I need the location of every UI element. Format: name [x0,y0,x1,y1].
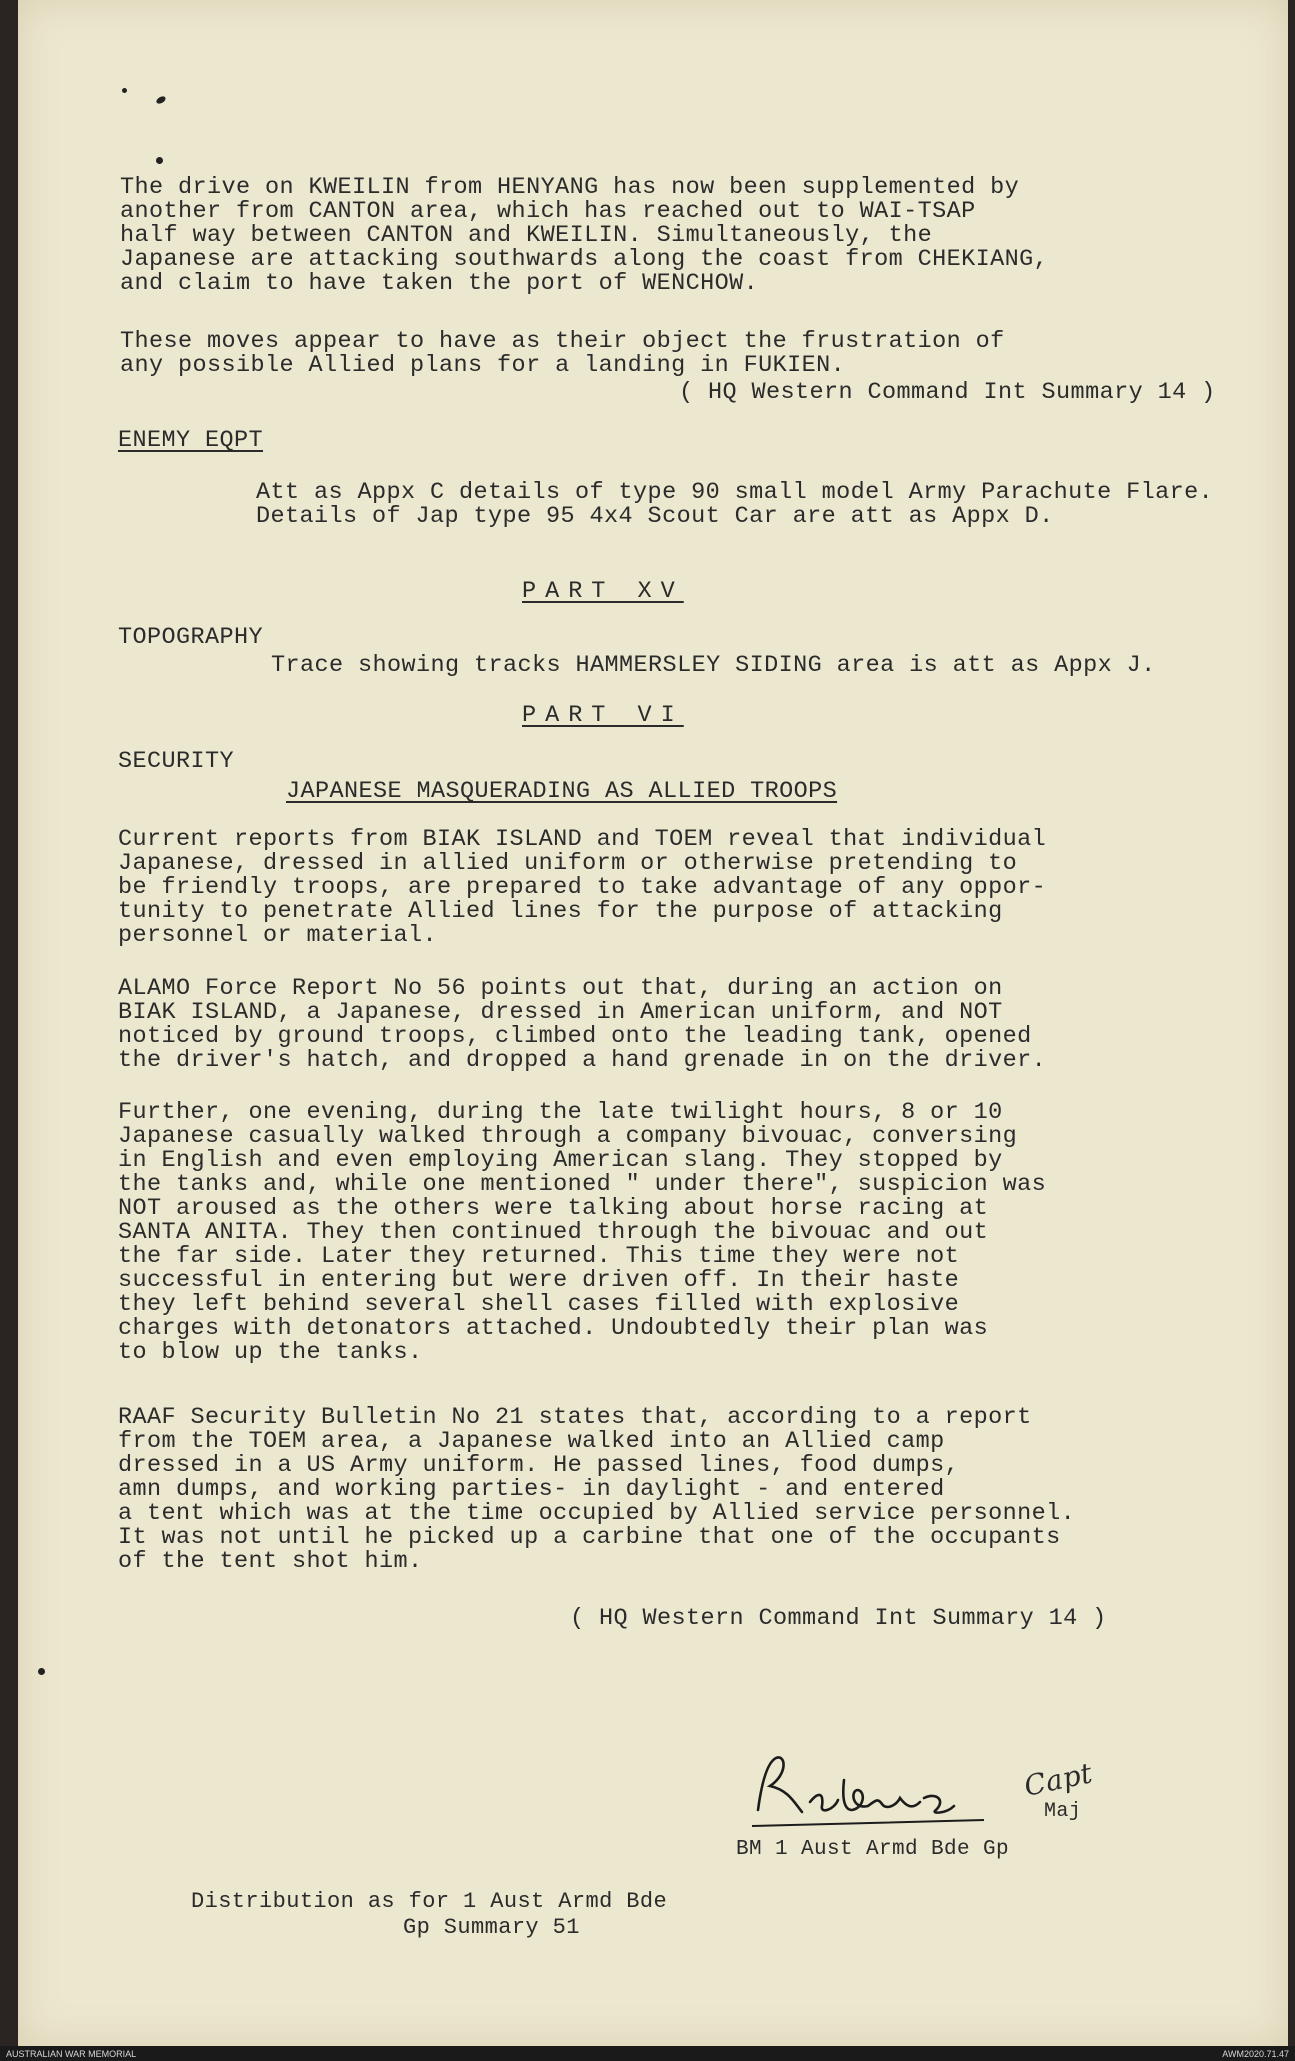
paragraph-line: These moves appear to have as their object the frustration of [120,328,1005,355]
source-citation: ( HQ Western Command Int Summary 14 ) [570,1605,1107,1632]
paragraph-line: a tent which was at the time occupied by Allied service personnel. [118,1500,1076,1527]
paragraph-line: Further, one evening, during the late twilight hours, 8 or 10 [118,1099,1003,1126]
source-citation: ( HQ Western Command Int Summary 14 ) [679,379,1216,406]
paragraph-line: SANTA ANITA. They then continued through the bivouac and out [118,1219,989,1246]
paragraph-line: of the tent shot him. [118,1548,423,1575]
footer-left-label: AUSTRALIAN WAR MEMORIAL [6,2048,137,2059]
paragraph-line: and claim to have taken the port of WENCHOW. [120,270,759,297]
paragraph-line: be friendly troops, are prepared to take advantage of any oppor- [118,874,1047,901]
signature-handwritten-rank: Capt [1021,1756,1096,1803]
paragraph-line: half way between CANTON and KWEILIN. Simultaneously, the [120,222,933,249]
paragraph-line: BIAK ISLAND, a Japanese, dressed in American uniform, and NOT [118,999,1003,1026]
ink-mark [122,88,127,93]
section-title: JAPANESE MASQUERADING AS ALLIED TROOPS [286,778,838,805]
paragraph-line: Att as Appx C details of type 90 small model Army Parachute Flare. [256,479,1214,506]
paragraph-line: personnel or material. [118,922,438,949]
part-heading: PART XV [522,578,684,605]
paragraph-line: successful in entering but were driven off. In their haste [118,1267,960,1294]
paragraph-line: Japanese, dressed in allied uniform or otherwise pretending to [118,850,1018,877]
paragraph-line: charges with detonators attached. Undoubtedly their plan was [118,1315,989,1342]
distribution-line: Gp Summary 51 [403,1915,580,1940]
paragraph-line: Current reports from BIAK ISLAND and TOEM reveal that individual [118,826,1047,853]
paragraph-line: Trace showing tracks HAMMERSLEY SIDING area is att as Appx J. [271,652,1156,679]
ink-mark [156,157,163,164]
paragraph-line: the far side. Later they returned. This time they were not [118,1243,960,1270]
distribution-line: Distribution as for 1 Aust Armd Bde [191,1889,668,1914]
paragraph-line: in English and even employing American slang. They stopped by [118,1147,1003,1174]
paragraph-line: Japanese casually walked through a company bivouac, conversing [118,1123,1018,1150]
footer-right-label: AWM2020.71.47 [1222,2048,1289,2059]
ink-mark [155,95,167,105]
paragraph-line: amn dumps, and working parties- in daylight - and entered [118,1476,945,1503]
paragraph-line: another from CANTON area, which has reached out to WAI-TSAP [120,198,976,225]
part-heading: PART VI [522,702,684,729]
paragraph-line: RAAF Security Bulletin No 21 states that, according to a report [118,1404,1032,1431]
ink-mark [38,1668,45,1675]
paragraph-line: NOT aroused as the others were talking about horse racing at [118,1195,989,1222]
section-heading: ENEMY EQPT [118,427,264,454]
paragraph-line: Japanese are attacking southwards along the coast from CHEKIANG, [120,246,1049,273]
paragraph-line: The drive on KWEILIN from HENYANG has now been supplemented by [120,174,1020,201]
paragraph-line: any possible Allied plans for a landing in FUKIEN. [120,352,846,379]
paragraph-line: from the TOEM area, a Japanese walked into an Allied camp [118,1428,945,1455]
document-page [18,0,1288,2046]
paragraph-line: the driver's hatch, and dropped a hand grenade in on the driver. [118,1047,1047,1074]
section-heading: TOPOGRAPHY [118,624,264,651]
paragraph-line: noticed by ground troops, climbed onto the leading tank, opened [118,1023,1032,1050]
signature-title: BM 1 Aust Armd Bde Gp [736,1838,1010,1861]
archive-footer [0,2046,1295,2061]
paragraph-line: the tanks and, while one mentioned " under there", suspicion was [118,1171,1047,1198]
signature-rank: Maj [1044,1800,1082,1823]
paragraph-line: tunity to penetrate Allied lines for the purpose of attacking [118,898,1003,925]
paragraph-line: dressed in a US Army uniform. He passed lines, food dumps, [118,1452,960,1479]
paragraph-line: It was not until he picked up a carbine that one of the occupants [118,1524,1061,1551]
section-heading: SECURITY [118,748,235,775]
paragraph-line: Details of Jap type 95 4x4 Scout Car are att as Appx D. [256,503,1054,530]
paragraph-line: ALAMO Force Report No 56 points out that, during an action on [118,975,1003,1002]
paragraph-line: to blow up the tanks. [118,1339,423,1366]
paragraph-line: they left behind several shell cases filled with explosive [118,1291,960,1318]
